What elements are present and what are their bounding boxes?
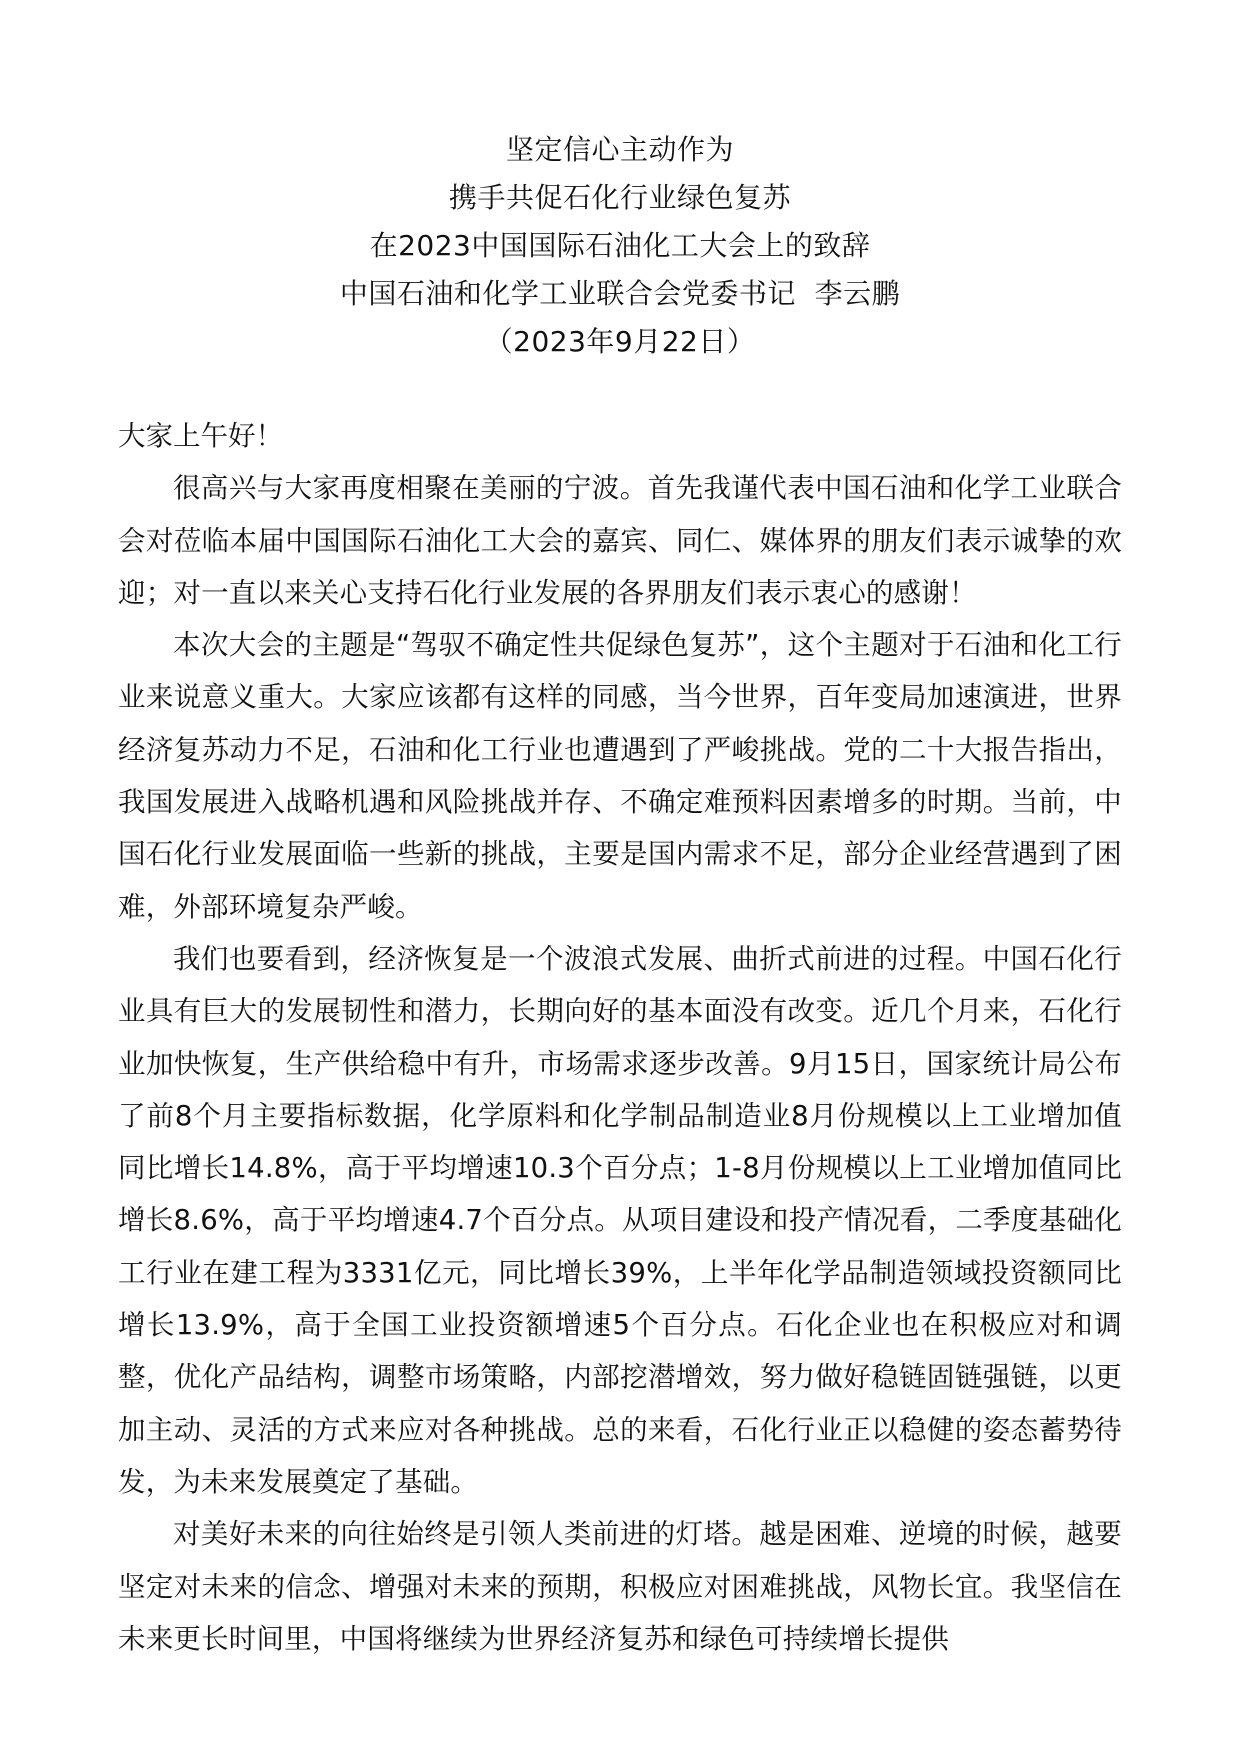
document-header [0,126,1240,366]
speaker-line: 中国石油和化学工业联合会党委书记 李云鹏 [339,277,901,310]
paragraph-3: 我们也要看到，经济恢复是一个波浪式发展、曲折式前进的过程。中国石化行业具有巨大的发展韧性和潜力，长期向好的基本面没有改变。近几个月来，石化行业加快恢复，生产供给稳中有升，市场需求逐步改善。9月15日，国家统计局公布了前8个月主要指标数据，化学原料和化学制品制造业8月份规模以上工业增加值同比增长14.8%，高于平均增速10.3个百分点；1-8月份规模以上工业增加值同比增长8.6%，高于平均增速4.7个百分点。从项目建设和投产情况看，二季度基础化工行业在建工程为3331亿元，同比增长39%，上半年化学品制造领域投资额同比增长13.9%，高于全国工业投资额增速5个百分点。石化企业也在积极应对和调整，优化产品结构，调整市场策略，内部挖潜增效，努力做好稳链固链强链，以更加主动、灵活的方式来应对各种挑战。总的来看，石化行业正以稳健的姿态蓄势待发，为未来发展奠定了基础。 [118,942,1122,1498]
title-line-1: 坚定信心主动作为 [505,133,734,166]
subtitle: 在2023中国国际石油化工大会上的致辞 [369,229,871,262]
title-line-2: 携手共促石化行业绿色复苏 [448,181,791,214]
paragraph-2: 本次大会的主题是“驾驭不确定性共促绿色复苏”，这个主题对于石油和化工行业来说意义重大。大家应该都有这样的同感，当今世界，百年变局加速演进，世界经济复苏动力不足，石油和化工行业也遭遇到了严峻挑战。党的二十大报告指出，我国发展进入战略机遇和风险挑战并存、不确定难预料因素增多的时期。当前，中国石化行业发展面临一些新的挑战，主要是国内需求不足，部分企业经营遇到了困难，外部环境复杂严峻。 [118,629,1122,923]
paragraph-4: 对美好未来的向往始终是引领人类前进的灯塔。越是困难、逆境的时候，越要坚定对未来的信念、增强对未来的预期，积极应对困难挑战，风物长宜。我坚信在未来更长时间里，中国将继续为世界经济复苏和绿色可持续增长提供 [118,1518,1122,1655]
paragraph-1: 很高兴与大家再度相聚在美丽的宁波。首先我谨代表中国石油和化学工业联合会对莅临本届中国国际石油化工大会的嘉宾、同仁、媒体界的朋友们表示诚挚的欢迎；对一直以来关心支持石化行业发展的各界朋友们表示衷心的感谢！ [118,472,1122,609]
greeting: 大家上午好！ [118,420,283,452]
document-body [118,410,1122,1665]
date-line: （2023年9月22日） [484,325,756,358]
